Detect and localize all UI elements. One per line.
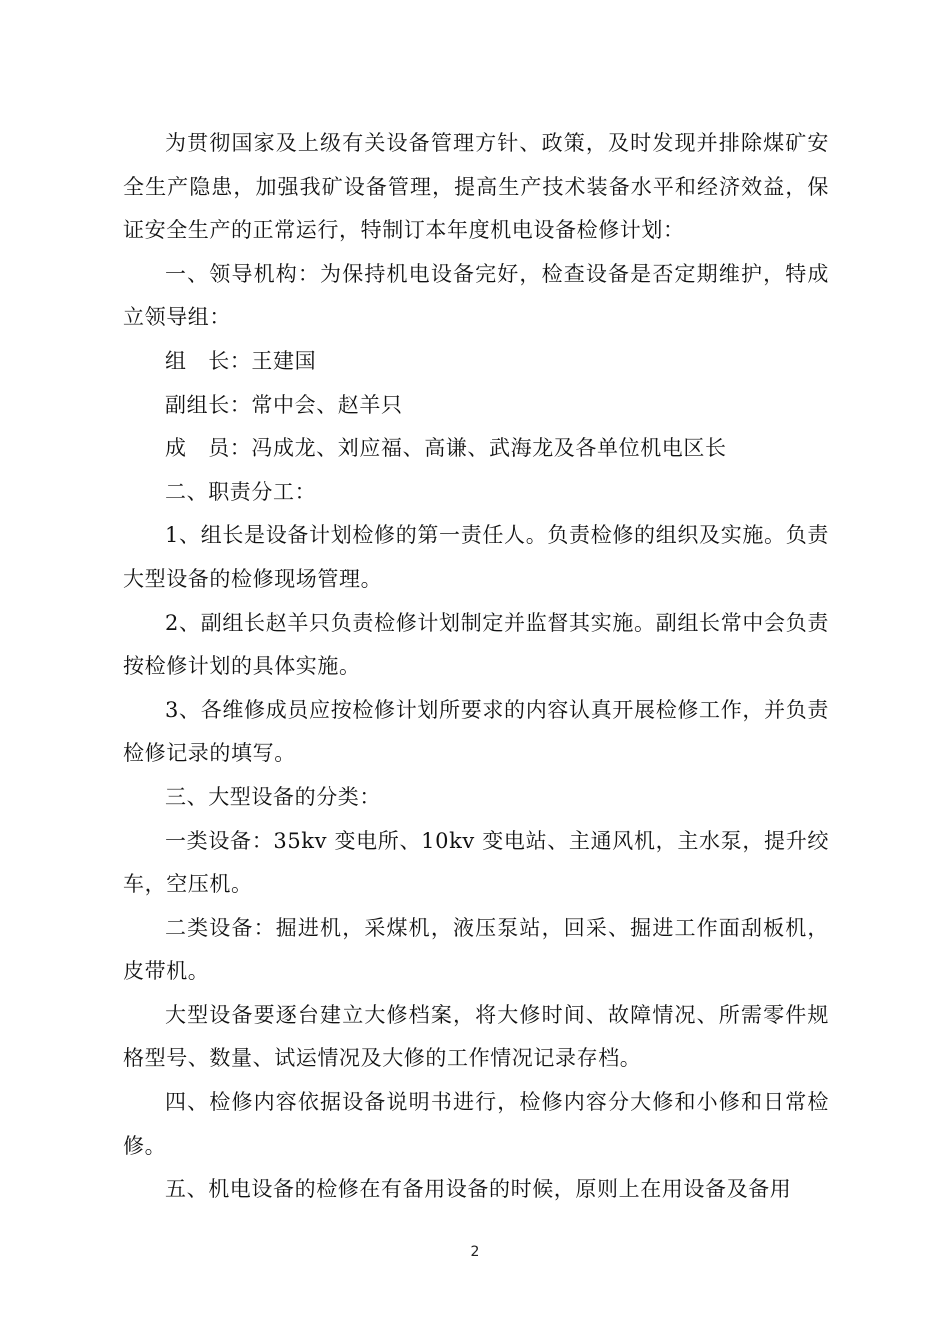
duty-item-2: 2、副组长赵羊只负责检修计划制定并监督其实施。副组长常中会负责按检修计划的具体实施。 (123, 610, 829, 679)
overhaul-archive-paragraph: 大型设备要逐台建立大修档案，将大修时间、故障情况、所需零件规格型号、数量、试运情况及大修的工作情况记录存档。 (123, 1002, 829, 1071)
intro-paragraph: 为贯彻国家及上级有关设备管理方针、政策，及时发现并排除煤矿安全生产隐患，加强我矿设备管理，提高生产技术装备水平和经济效益，保证安全生产的正常运行，特制订本年度机电设备检修计划： (123, 131, 829, 243)
document-body (123, 122, 829, 1212)
section-backup-paragraph: 五、机电设备的检修在有备用设备的时候，原则上在用设备及备用 (165, 1177, 792, 1202)
class-one-equipment: 一类设备：35kv 变电所、10kv 变电站、主通风机，主水泵，提升绞车，空压机。 (123, 828, 829, 897)
page-number: 2 (470, 1244, 480, 1260)
duty-item-3: 3、各维修成员应按检修计划所要求的内容认真开展检修工作，并负责检修记录的填写。 (123, 697, 829, 766)
members-line: 成 员：冯成龙、刘应福、高谦、武海龙及各单位机电区长 (165, 436, 727, 461)
section-leadership-heading: 一、领导机构：为保持机电设备完好，检查设备是否定期维护，特成立领导组： (123, 261, 829, 330)
section-content-paragraph: 四、检修内容依据设备说明书进行，检修内容分大修和小修和日常检修。 (123, 1090, 829, 1158)
section-classification-heading: 三、大型设备的分类： (165, 784, 381, 809)
duty-item-1: 1、组长是设备计划检修的第一责任人。负责检修的组织及实施。负责大型设备的检修现场管理。 (123, 523, 829, 591)
leader-line: 组 长：王建国 (165, 348, 317, 373)
section-duties-heading: 二、职责分工： (165, 479, 317, 504)
deputy-leader-line: 副组长：常中会、赵羊只 (165, 392, 403, 417)
class-two-equipment: 二类设备：掘进机，采煤机，液压泵站，回采、掘进工作面刮板机，皮带机。 (123, 915, 829, 984)
